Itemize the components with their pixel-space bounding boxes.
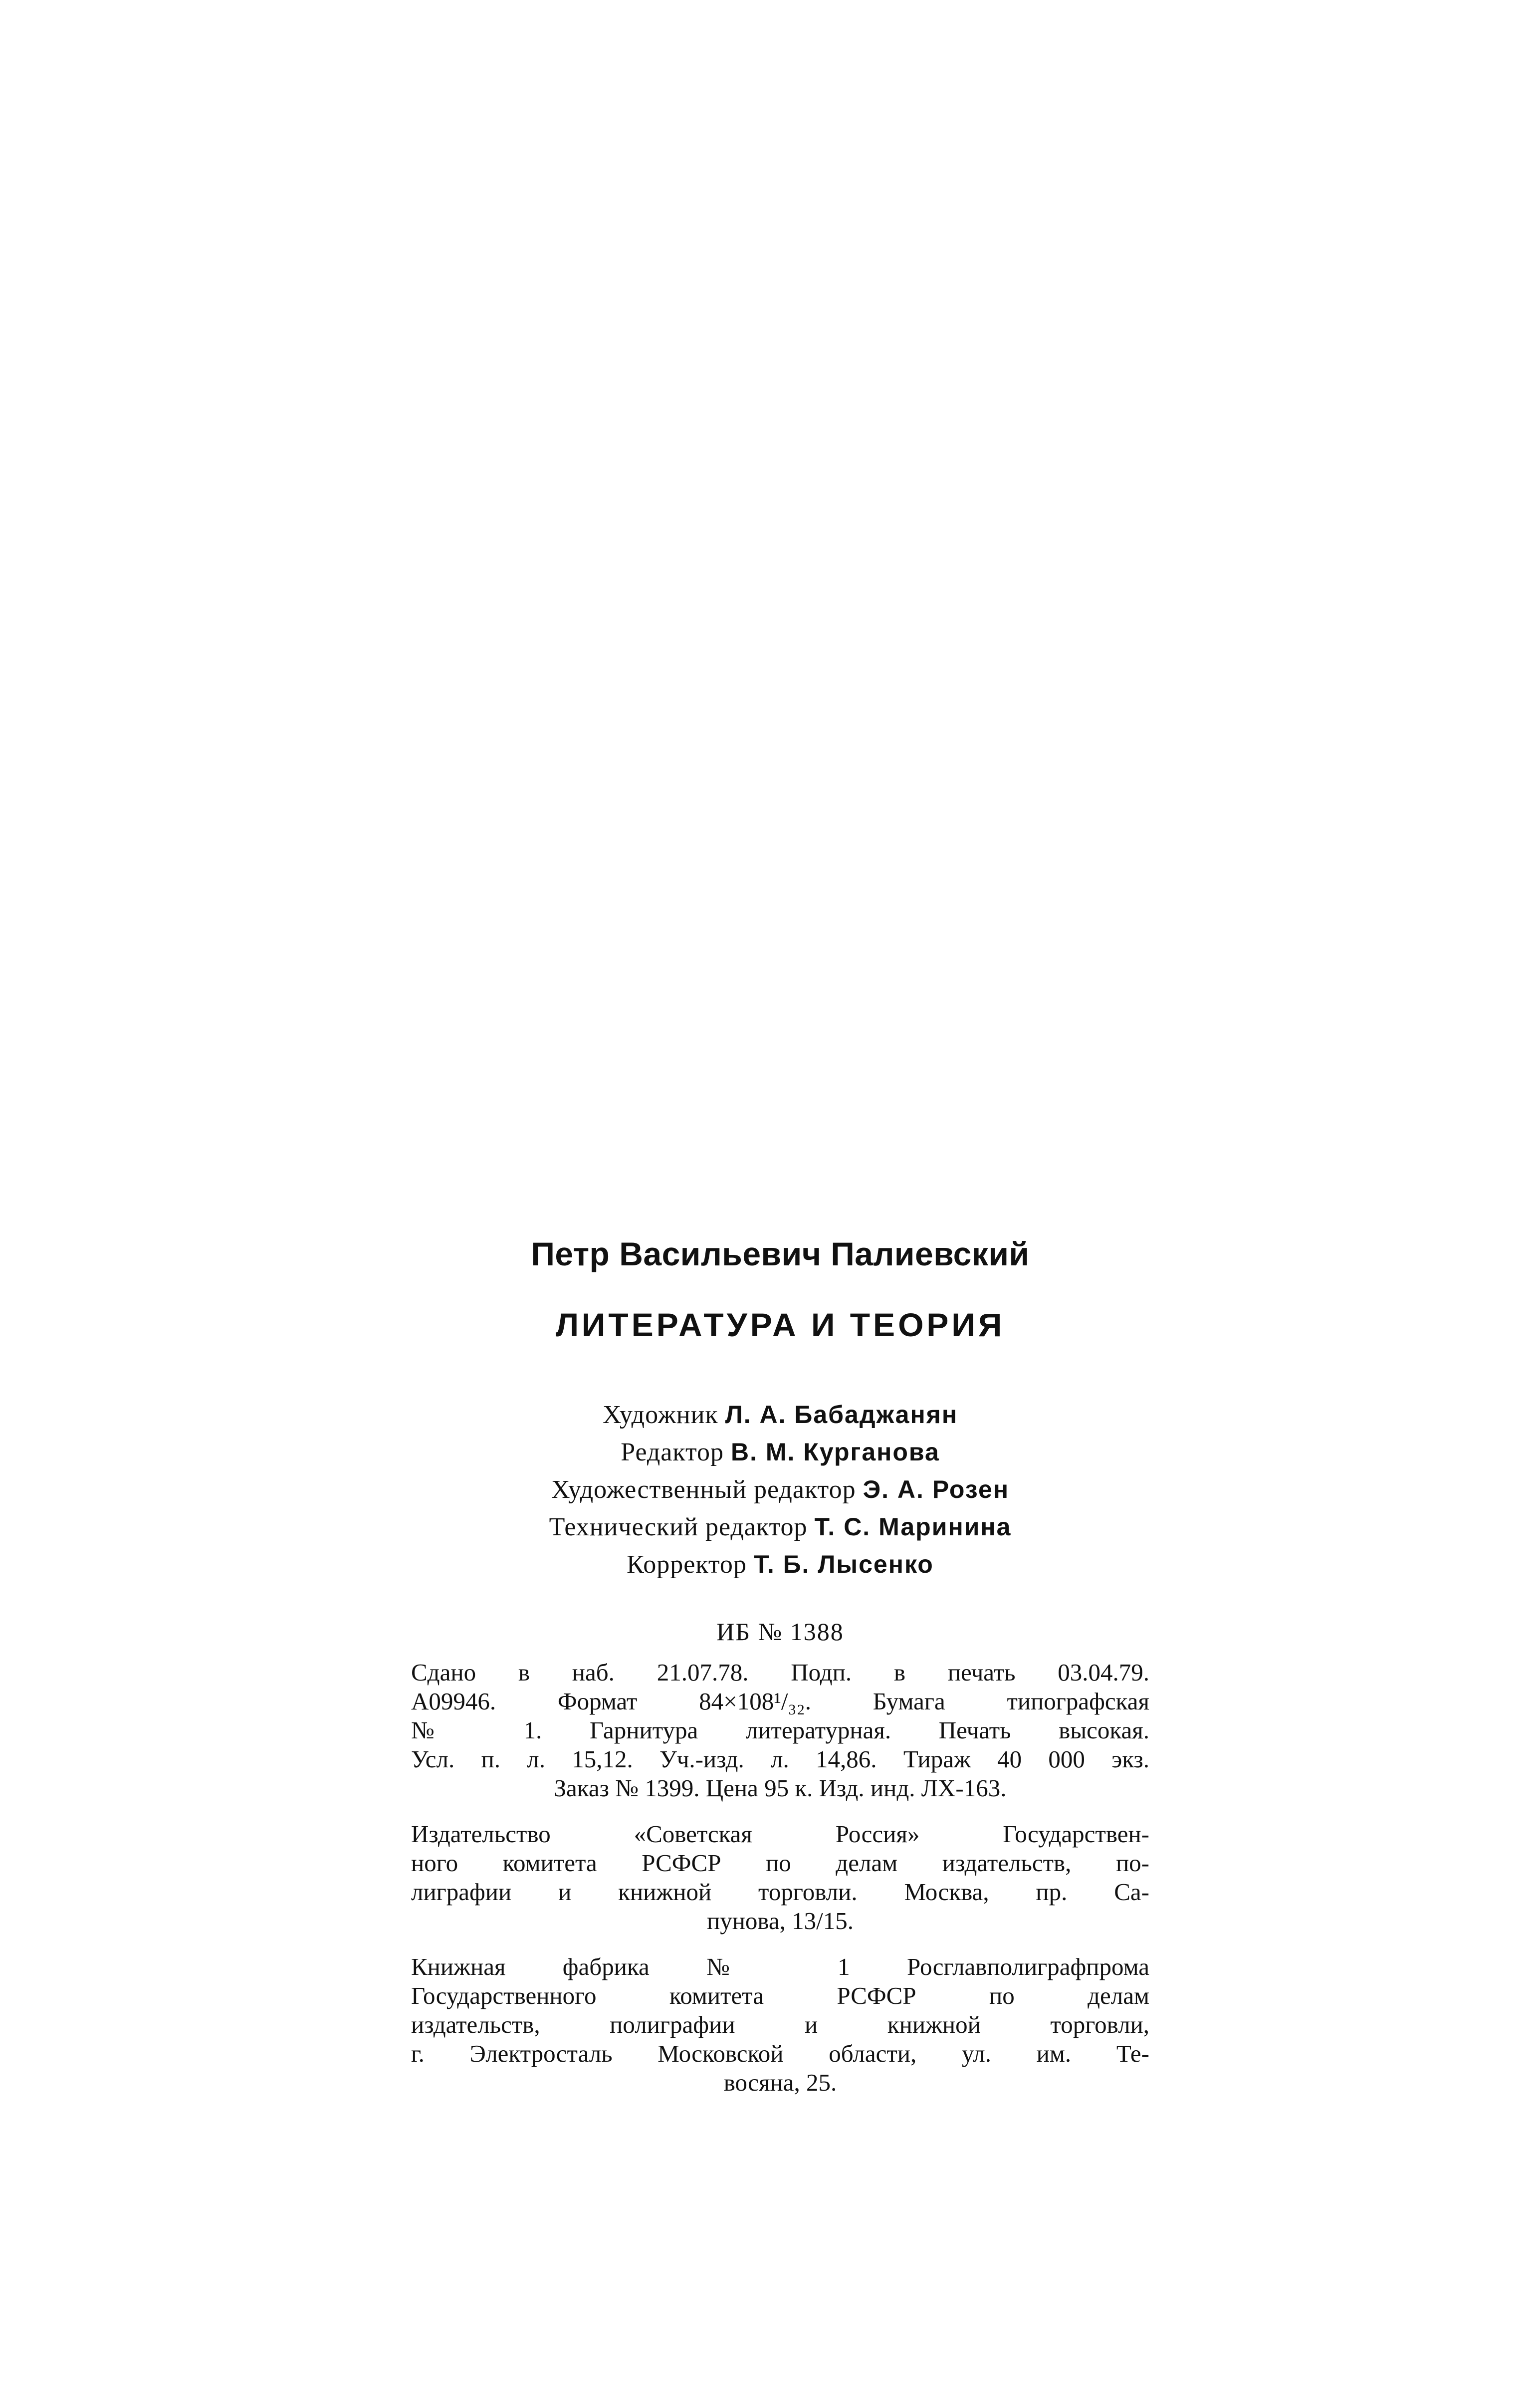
credit-person: Л. А. Бабаджанян [725,1401,958,1429]
print-details-line: А09946. Формат 84×108¹/₃₂. Бумага типографская [411,1687,1149,1715]
author-name: Петр Васильевич Палиевский [531,1235,1030,1272]
credit-line [411,1434,1149,1471]
publisher-line: лиграфии и книжной торговли. Москва, пр. Са- [411,1878,1149,1906]
credit-role: Художник [602,1401,718,1429]
print-details-line: Сдано в наб. 21.07.78. Подп. в печать 03.04.79. [411,1659,1149,1686]
imprint-block [411,1237,1149,2097]
credit-line [411,1471,1149,1508]
ib-number: ИБ № 1388 [716,1618,844,1646]
book-title: ЛИТЕРАТУРА И ТЕОРИЯ [555,1306,1005,1343]
publisher-line: Издательство «Советская Россия» Государствен- [411,1820,1149,1848]
printer-line: восяна, 25. [723,2069,837,2096]
printer-line: издательств, полиграфии и книжной торговли, [411,2011,1149,2038]
credit-person: Т. С. Маринина [814,1513,1012,1541]
printer-line: Государственного комитета РСФСР по делам [411,1982,1149,2009]
print-details-line: Заказ № 1399. Цена 95 к. Изд. инд. ЛХ-163. [554,1774,1007,1802]
credit-person: Т. Б. Лысенко [753,1550,934,1578]
publisher-line: ного комитета РСФСР по делам издательств, по- [411,1849,1149,1877]
credit-line [411,1396,1149,1434]
printer-info [411,1952,1149,2097]
credit-person: Э. А. Розен [863,1475,1010,1503]
credit-line [411,1508,1149,1546]
print-details-line: Усл. п. л. 15,12. Уч.-изд. л. 14,86. Тираж 40 000 экз. [411,1745,1149,1773]
printer-line: г. Электросталь Московской области, ул. им. Те- [411,2040,1149,2067]
print-details-line: № 1. Гарнитура литературная. Печать высокая. [411,1716,1149,1744]
credits-list [411,1396,1149,1583]
credit-role: Художественный редактор [551,1475,856,1504]
credit-role: Корректор [627,1550,747,1579]
publisher-info [411,1820,1149,1935]
print-details [411,1658,1149,1803]
printer-line: Книжная фабрика № 1 Росглавполиграфпрома [411,1953,1149,1980]
publisher-line: пунова, 13/15. [706,1907,854,1934]
credit-line [411,1546,1149,1583]
credit-role: Редактор [621,1438,724,1466]
credit-role: Технический редактор [549,1513,808,1541]
credit-person: В. М. Курганова [731,1438,940,1466]
